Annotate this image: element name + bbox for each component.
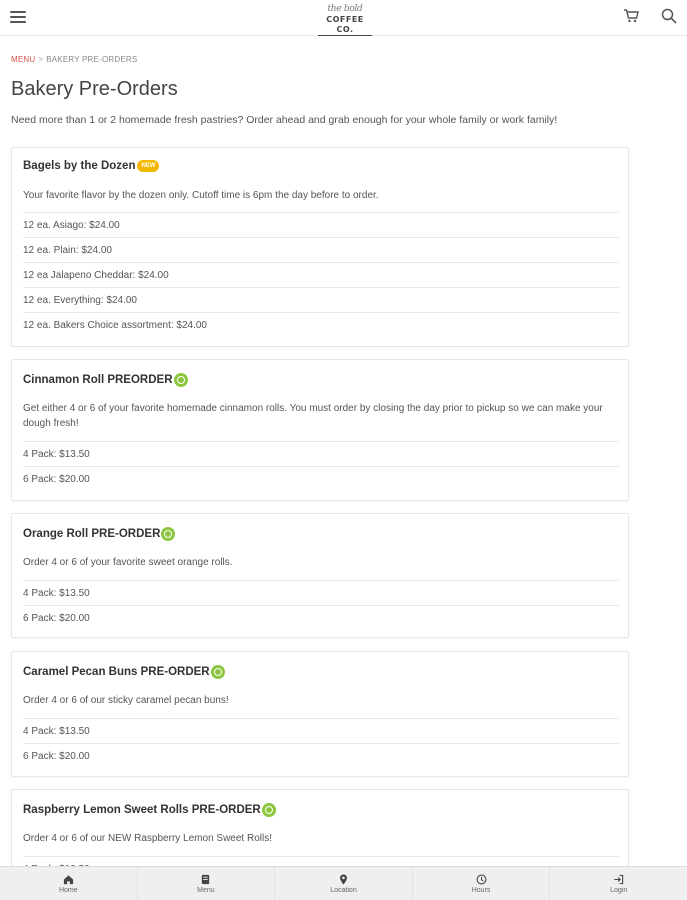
section-title-text: Bagels by the Dozen xyxy=(23,160,136,172)
nav-label: Hours xyxy=(471,886,491,894)
breadcrumb xyxy=(11,55,137,64)
logo-word-text: COFFEE CO. xyxy=(318,15,372,36)
logo-script-text: the bold xyxy=(327,4,363,14)
brand-logo[interactable] xyxy=(318,4,372,32)
bottom-nav xyxy=(0,866,687,900)
nav-location[interactable] xyxy=(275,867,413,900)
vegetarian-badge-icon xyxy=(161,527,175,541)
section-description: Get either 4 or 6 of your favorite homemade cinnamon rolls. You must order by closing the day prior to pickup so we can make your dough fresh! xyxy=(23,403,603,429)
section-title xyxy=(23,803,276,817)
section-card-bagels xyxy=(11,147,629,347)
section-description: Your favorite flavor by the dozen only. Cutoff time is 6pm the day before to order. xyxy=(23,190,379,201)
menu-item[interactable]: 12 ea. Plain: $24.00 xyxy=(23,237,619,262)
section-title-text: Cinnamon Roll PREORDER xyxy=(23,374,173,386)
location-pin-icon xyxy=(338,874,349,885)
nav-hours[interactable] xyxy=(413,867,551,900)
section-title xyxy=(23,527,175,541)
section-title xyxy=(23,373,188,387)
menu-item[interactable]: 4 Pack: $13.50 xyxy=(23,718,619,743)
section-description: Order 4 or 6 of your favorite sweet orange rolls. xyxy=(23,557,233,568)
section-description: Order 4 or 6 of our sticky caramel pecan buns! xyxy=(23,695,229,706)
login-icon xyxy=(613,874,624,885)
nav-label: Location xyxy=(330,886,357,894)
menu-item[interactable]: 12 ea. Asiago: $24.00 xyxy=(23,212,619,237)
section-title-text: Orange Roll PRE-ORDER xyxy=(23,528,161,540)
section-card-caramel-pecan-buns xyxy=(11,651,629,777)
menu-item[interactable]: 4 Pack: $13.50 xyxy=(23,580,619,605)
nav-login[interactable] xyxy=(550,867,687,900)
section-title xyxy=(23,160,159,172)
nav-home[interactable] xyxy=(0,867,138,900)
cart-icon[interactable] xyxy=(622,7,640,25)
page-description: Need more than 1 or 2 homemade fresh pastries? Order ahead and grab enough for your whole family or work family! xyxy=(11,114,558,126)
hamburger-menu-icon[interactable] xyxy=(8,8,28,26)
section-title-text: Raspberry Lemon Sweet Rolls PRE-ORDER xyxy=(23,804,261,816)
nav-label: Menu xyxy=(197,886,215,894)
menu-item[interactable]: 12 ea. Everything: $24.00 xyxy=(23,287,619,312)
clock-icon xyxy=(476,874,487,885)
menu-item[interactable]: 12 ea. Bakers Choice assortment: $24.00 xyxy=(23,312,619,337)
breadcrumb-current: BAKERY PRE-ORDERS xyxy=(46,55,138,64)
top-bar xyxy=(0,0,687,36)
section-description: Order 4 or 6 of our NEW Raspberry Lemon Sweet Rolls! xyxy=(23,833,272,844)
section-title-text: Caramel Pecan Buns PRE-ORDER xyxy=(23,666,210,678)
section-card-orange-roll xyxy=(11,513,629,638)
menu-item[interactable]: 6 Pack: $20.00 xyxy=(23,605,619,630)
menu-item[interactable]: 6 Pack: $20.00 xyxy=(23,466,619,491)
breadcrumb-separator: > xyxy=(38,55,44,64)
nav-label: Home xyxy=(58,886,78,894)
menu-item[interactable]: 12 ea Jalapeno Cheddar: $24.00 xyxy=(23,262,619,287)
vegetarian-badge-icon xyxy=(262,803,276,817)
search-icon[interactable] xyxy=(660,7,678,25)
new-badge: NEW xyxy=(137,160,159,172)
nav-label: Login xyxy=(610,886,628,894)
section-card-cinnamon-roll xyxy=(11,359,629,501)
vegetarian-badge-icon xyxy=(211,665,225,679)
menu-item[interactable]: 6 Pack: $20.00 xyxy=(23,743,619,768)
nav-menu[interactable] xyxy=(138,867,276,900)
home-icon xyxy=(63,874,74,885)
breadcrumb-menu-link[interactable]: MENU xyxy=(11,55,36,64)
section-title xyxy=(23,665,225,679)
menu-item[interactable]: 4 Pack: $13.50 xyxy=(23,441,619,466)
vegetarian-badge-icon xyxy=(174,373,188,387)
page-title: Bakery Pre-Orders xyxy=(11,78,178,100)
menu-book-icon xyxy=(200,874,211,885)
